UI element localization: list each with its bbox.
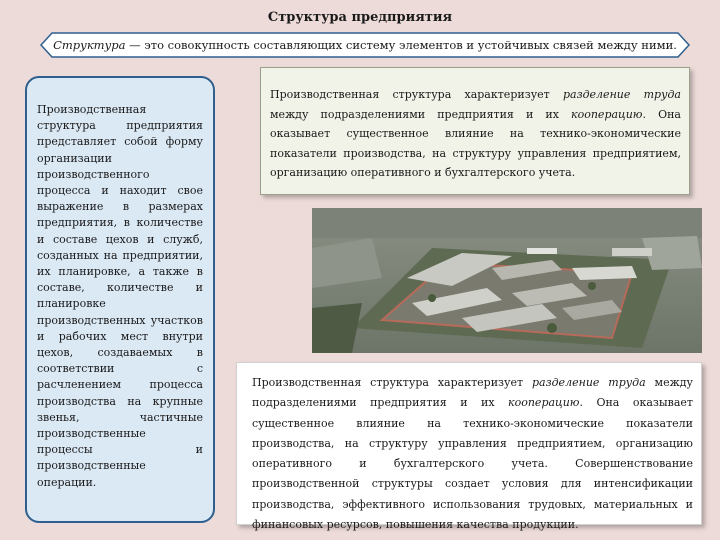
text-fragment: Производственная структура характеризует <box>270 88 563 101</box>
text-fragment: между подразделениями предприятия и их <box>252 376 693 410</box>
aerial-factory-photo <box>312 208 702 353</box>
characteristics-box-bottom <box>236 362 702 532</box>
term-cooperation: кооперацию <box>571 107 643 121</box>
characteristics-text-top <box>270 85 681 183</box>
definition-body: — это совокупность составляющих систему элементов и устойчивых связей между ними. <box>125 38 677 52</box>
production-structure-text: Производственная структура предприятия представляет собой форму организации производственного процесса и находит свое выражение в размерах предприятия, в количестве и составе цехов и служб, созданных на предприятии, их планировке, а также в составе, количестве и планировке производственных участков и рабочих мест внутри цехов, создаваемых в соответствии с расчленением процесса производства на крупные звенья, частичные производственные процессы и производственные операции. <box>37 103 203 489</box>
characteristics-box-top <box>260 67 690 195</box>
text-fragment: Производственная структура характеризует <box>252 376 532 389</box>
term-division-of-labor: разделение труда <box>562 88 681 101</box>
production-structure-box <box>25 76 215 523</box>
text-fragment: между подразделениями предприятия и их <box>270 107 572 121</box>
characteristics-text-bottom <box>252 373 693 535</box>
factory-illustration <box>312 208 702 353</box>
text-fragment: . Она оказывает существенное влияние на технико-экономические показатели производства, на структуру управления предприятием, организацию оперативного и бухгалтерского учета. Совершенствование производственной структуры создает условия для интенсификации производства, эффективного использования трудовых, материальных и финансовых ресурсов, повышения качества продукции. <box>252 396 693 532</box>
definition-banner <box>40 32 690 58</box>
term-cooperation: кооперацию <box>508 396 580 410</box>
definition-term: Структура <box>53 38 126 52</box>
text-fragment: . Она оказывает существенное влияние на технико-экономические показатели производства, на структуру управления предприятием, организацию оперативного и бухгалтерского учета. <box>270 107 681 179</box>
term-division-of-labor: разделение труда <box>531 376 646 389</box>
page-title: Структура предприятия <box>267 10 453 25</box>
definition-text <box>40 32 690 58</box>
